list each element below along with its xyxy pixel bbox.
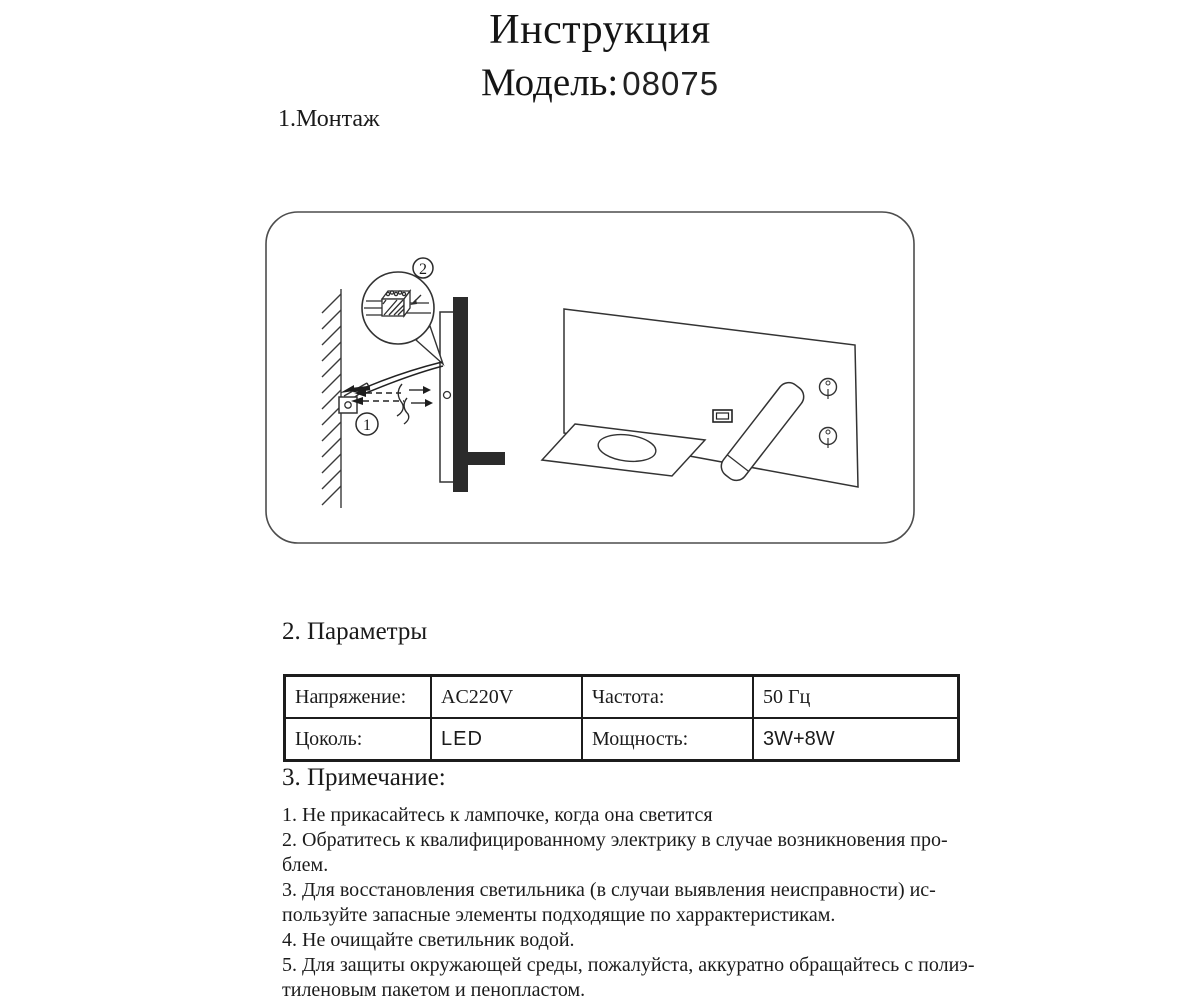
note-line: тиленовым пакетом и пенопластом. [282,979,586,1001]
note-line: блем. [282,854,329,876]
param-label-power: Мощность: [582,718,753,761]
param-value-socket: LED [431,718,582,761]
note-line: 5. Для защиты окружающей среды, пожалуйста, аккуратно обращайтесь с полиэ- [282,954,975,976]
param-value-power: 3W+8W [753,718,959,761]
note-line: 3. Для восстановления светильника (в случаи выявления неисправности) ис- [282,879,936,901]
param-label-voltage: Напряжение: [285,676,432,719]
parameters-table [283,674,960,762]
callout-badge-2 [413,258,433,278]
model-line [0,60,1200,105]
usb-port [713,410,732,422]
installation-diagram [260,205,920,550]
section-heading-parameters: 2. Параметры [282,618,428,645]
note-line: 2. Обратитесь к квалифицированному электрику в случае возникновения про- [282,829,948,851]
shelf-side [466,452,505,465]
notes-list [282,803,975,1003]
param-value-frequency: 50 Гц [753,676,959,719]
plate-screw-hole [444,392,451,399]
section-heading-montage: 1.Монтаж [278,106,380,132]
section-heading-notes: 3. Примечание: [282,764,446,791]
page-title: Инструкция [489,7,711,53]
callout-1-label: 1 [363,417,371,434]
callout-2-label: 2 [419,261,427,278]
model-label: Модель: [480,61,619,104]
table-row [285,718,959,761]
callout-badge-1 [356,413,378,435]
model-number: 08075 [622,65,720,102]
param-value-voltage: AC220V [431,676,582,719]
note-line: пользуйте запасные элементы подходящие по харрактеристикам. [282,904,836,926]
note-line: 4. Не очищайте светильник водой. [282,929,575,951]
param-label-frequency: Частота: [582,676,753,719]
lamp-body-side [453,297,468,492]
table-row [285,676,959,719]
param-label-socket: Цоколь: [285,718,432,761]
note-line: 1. Не прикасайтесь к лампочке, когда она светится [282,804,713,826]
